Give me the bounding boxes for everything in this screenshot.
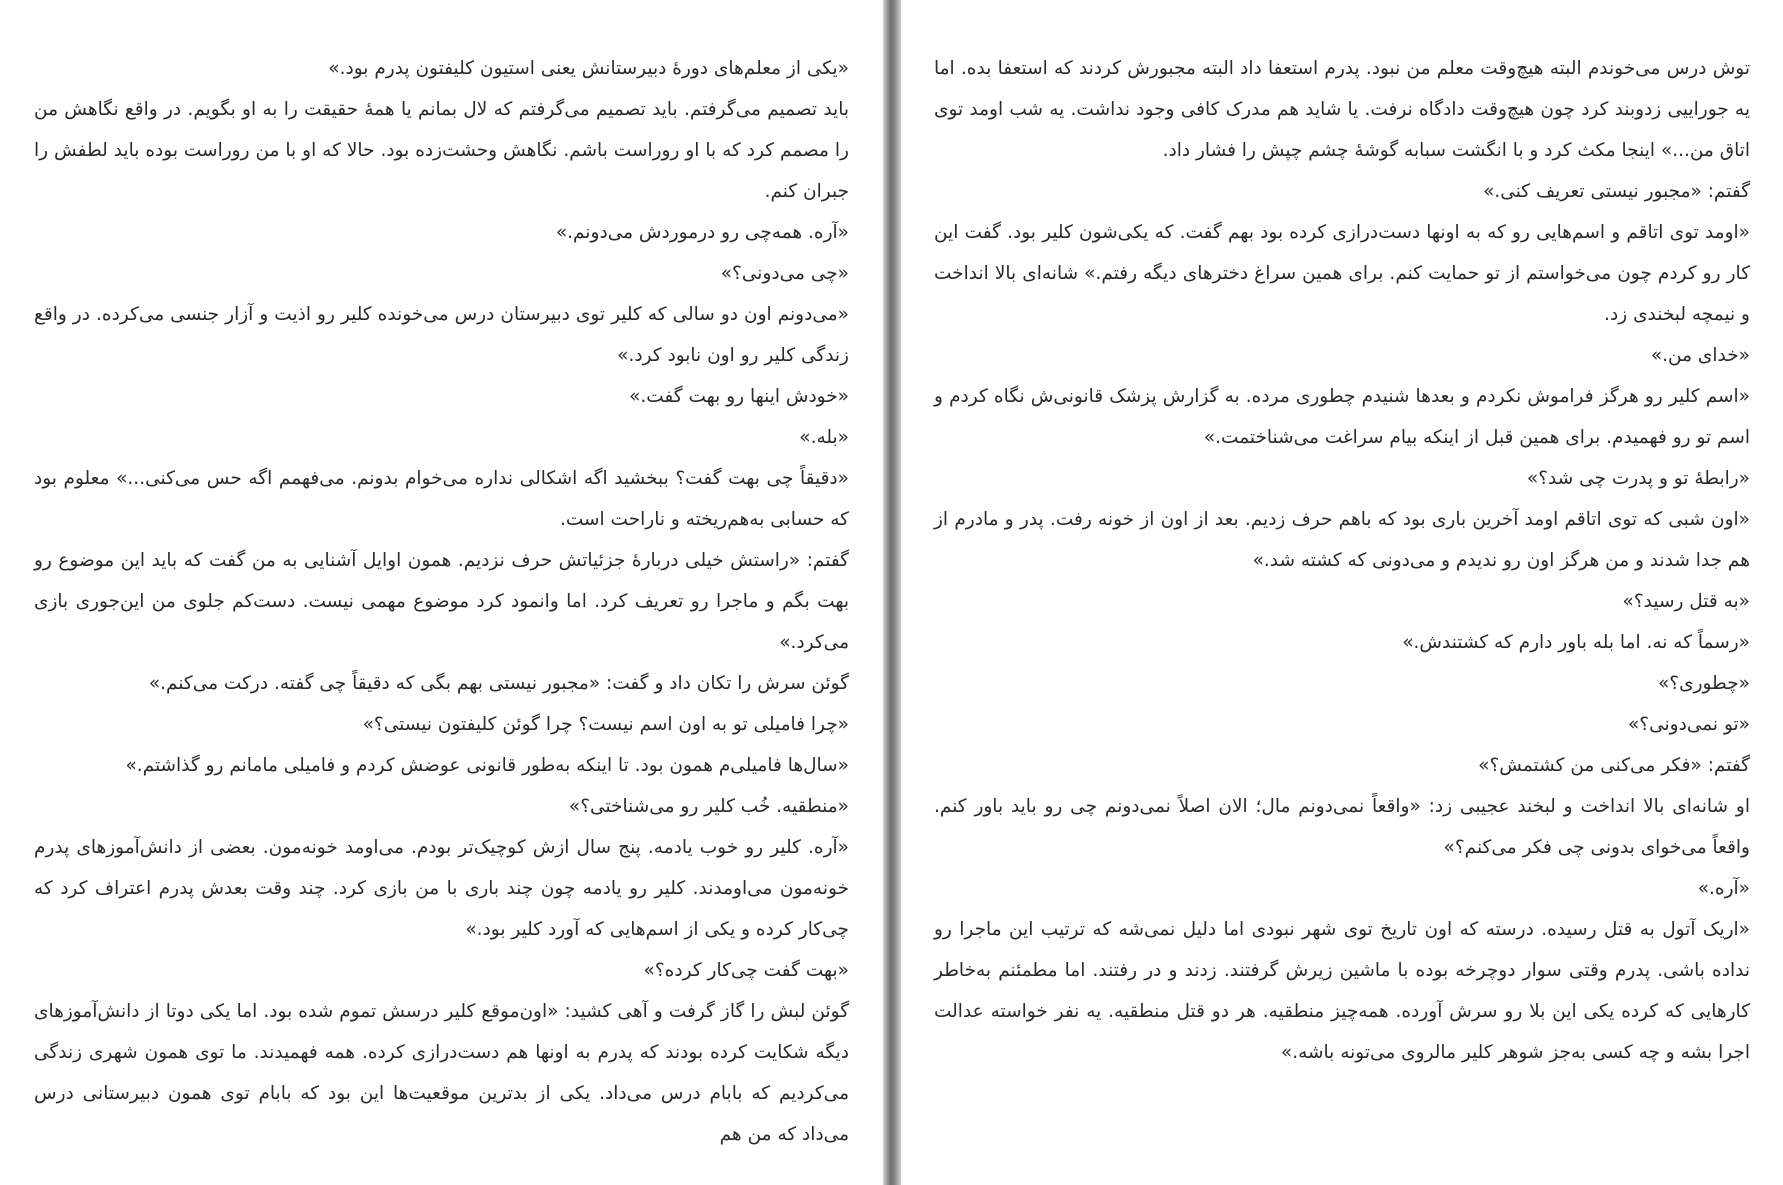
paragraph: «رسماً که نه. اما بله باور دارم که کشتندش.» (1402, 632, 1750, 653)
paragraph: «چی می‌دونی؟» (720, 263, 849, 284)
paragraph: «اون شبی که توی اتاقم اومد آخرین باری بود که باهم حرف زدیم. بعد از اون از خونه رفت. پدر و مادرم از هم جدا شدند و من هرگز اون رو ندیدم و می‌دونی که کشته شد.» (934, 509, 1750, 571)
paragraph: گفتم: «راستش خیلی دربارهٔ جزئیاتش حرف نزدیم. همون اوایل آشنایی به من گفت که باید این موضوع رو بهت بگم و ماجرا رو تعریف کرد. اما وانمود کرد موضوع مهمی نیست. دست‌کم جلوی من این‌جوری بازی می‌کرد.» (34, 550, 849, 653)
paragraph: باید تصمیم می‌گرفتم. باید تصمیم می‌گرفتم که لال بمانم یا همهٔ حقیقت را به او بگویم. در واقع نگاهش من را مصمم کرد که با او روراست باشم. نگاهش وحشت‌زده بود. حالا که او با من روراست بوده باید لطفش را جبران کنم. (34, 99, 849, 202)
paragraph: او شانه‌ای بالا انداخت و لبخند عجیبی زد: «واقعاً نمی‌دونم مال؛ الان اصلاً نمی‌دونم چی رو باید باور کنم. واقعاً می‌خوای بدونی چی فکر می‌کنم؟» (934, 796, 1750, 858)
paragraph: «بهت گفت چی‌کار کرده؟» (643, 960, 849, 981)
paragraph: «آره. کلیر رو خوب یادمه. پنج سال ازش کوچیک‌تر بودم. می‌اومد خونه‌مون. بعضی از دانش‌آموزهای پدرم خونه‌مون می‌اومدند. کلیر رو یادمه چون چند باری با من بازی کرد. چند وقت بعدش پدرم اعتراف کرد که چی‌کار کرده و یکی از اسم‌هایی که آورد کلیر بود.» (34, 837, 849, 940)
paragraph: «اسم کلیر رو هرگز فراموش نکردم و بعدها شنیدم چطوری مرده. به گزارش پزشک قانونی‌ش نگاه کردم و اسم تو رو فهمیدم. برای همین قبل از اینکه بیام سراغت می‌شناختمت.» (934, 386, 1750, 448)
paragraph: «تو نمی‌دونی؟» (1627, 714, 1750, 735)
paragraph: «سال‌ها فامیلی‌م همون بود. تا اینکه به‌طور قانونی عوضش کردم و فامیلی مامانم رو گذاشتم.» (125, 755, 849, 776)
paragraph: «بله.» (799, 427, 849, 448)
paragraph: «منطقیه. خُب کلیر رو می‌شناختی؟» (568, 796, 849, 817)
right-page (901, 0, 1783, 1185)
paragraph: توش درس می‌خوندم البته هیچ‌وقت معلم من نبود. پدرم استعفا داد البته مجبورش کردند که استعفا بده. اما یه جوراییی زدوبند کرد چون هیچ‌وقت دادگاه نرفت. یا شاید هم مدرک کافی وجود نداشت. یه شب اومد توی اتاق من...» اینجا مکث کرد و با انگشت سبابه گوشهٔ چشم چپش را فشار داد. (934, 58, 1750, 161)
paragraph: «خدای من.» (1650, 345, 1750, 366)
paragraph: «چرا فامیلی تو به اون اسم نیست؟ چرا گوئن کلیفتون نیستی؟» (362, 714, 849, 735)
paragraph: گفتم: «مجبور نیستی تعریف کنی.» (1483, 181, 1750, 202)
paragraph: «آره. همه‌چی رو درموردش می‌دونم.» (555, 222, 849, 243)
paragraph: «خودش اینها رو بهت گفت.» (629, 386, 849, 407)
paragraph: «می‌دونم اون دو سالی که کلیر توی دبیرستان درس می‌خونده کلیر رو اذیت و آزار جنسی می‌کرده. در واقع زندگی کلیر رو اون نابود کرد.» (34, 304, 849, 366)
paragraph: «دقیقاً چی بهت گفت؟ ببخشید اگه اشکالی نداره می‌خوام بدونم. می‌فهمم اگه حس می‌کنی...» معلوم بود که حسابی به‌هم‌ریخته و ناراحت است. (34, 468, 849, 530)
paragraph: گوئن لبش را گاز گرفت و آهی کشید: «اون‌موقع کلیر درسش تموم شده بود. اما یکی دوتا از دانش‌آموزهای دیگه شکایت کرده بودند که پدرم به اونها هم دست‌درازی کرده. همه فهمیدند. ما توی همون شهری زندگی می‌کردیم که بابام درس می‌داد. یکی از بدترین موقعیت‌ها این بود که بابام توی همون دبیرستانی درس می‌داد که من هم (34, 1001, 849, 1145)
paragraph: «اومد توی اتاقم و اسم‌هایی رو که به اونها دست‌درازی کرده بود بهم گفت. که یکی‌شون کلیر بود. گفت این کار رو کردم چون می‌خواستم از تو حمایت کنم. برای همین سراغ دخترهای دیگه رفتم.» شانه‌ای بالا انداخت و نیمچه لبخندی زد. (934, 222, 1750, 325)
book-gutter (883, 0, 901, 1185)
paragraph: «اریک آتول به قتل رسیده. درسته که اون تاریخ توی شهر نبودی اما دلیل نمی‌شه که ترتیب این ماجرا رو نداده باشی. پدرم وقتی سوار دوچرخه بوده با ماشین زیرش گرفتند. زدند و در رفتند. اما مطمئنم به‌خاطر کارهایی که کرده یکی این بلا رو سرش آورده. همه‌چیز منطقیه. هر دو قتل منطقیه. یه نفر خواسته عدالت اجرا بشه و چه کسی به‌جز شوهر کلیر مالروی می‌تونه باشه.» (934, 919, 1750, 1063)
right-page-text (934, 48, 1750, 1073)
left-page-text (34, 48, 849, 1155)
paragraph: «یکی از معلم‌های دورهٔ دبیرستانش یعنی استیون کلیفتون پدرم بود.» (328, 58, 849, 79)
paragraph: «آره.» (1697, 878, 1750, 899)
paragraph: «به قتل رسید؟» (1622, 591, 1750, 612)
paragraph: «رابطهٔ تو و پدرت چی شد؟» (1526, 468, 1750, 489)
paragraph: گفتم: «فکر می‌کنی من کشتمش؟» (1478, 755, 1750, 776)
left-page (0, 0, 883, 1185)
paragraph: گوئن سرش را تکان داد و گفت: «مجبور نیستی بهم بگی که دقیقاً چی گفته. درکت می‌کنم.» (148, 673, 849, 694)
paragraph: «چطوری؟» (1657, 673, 1750, 694)
